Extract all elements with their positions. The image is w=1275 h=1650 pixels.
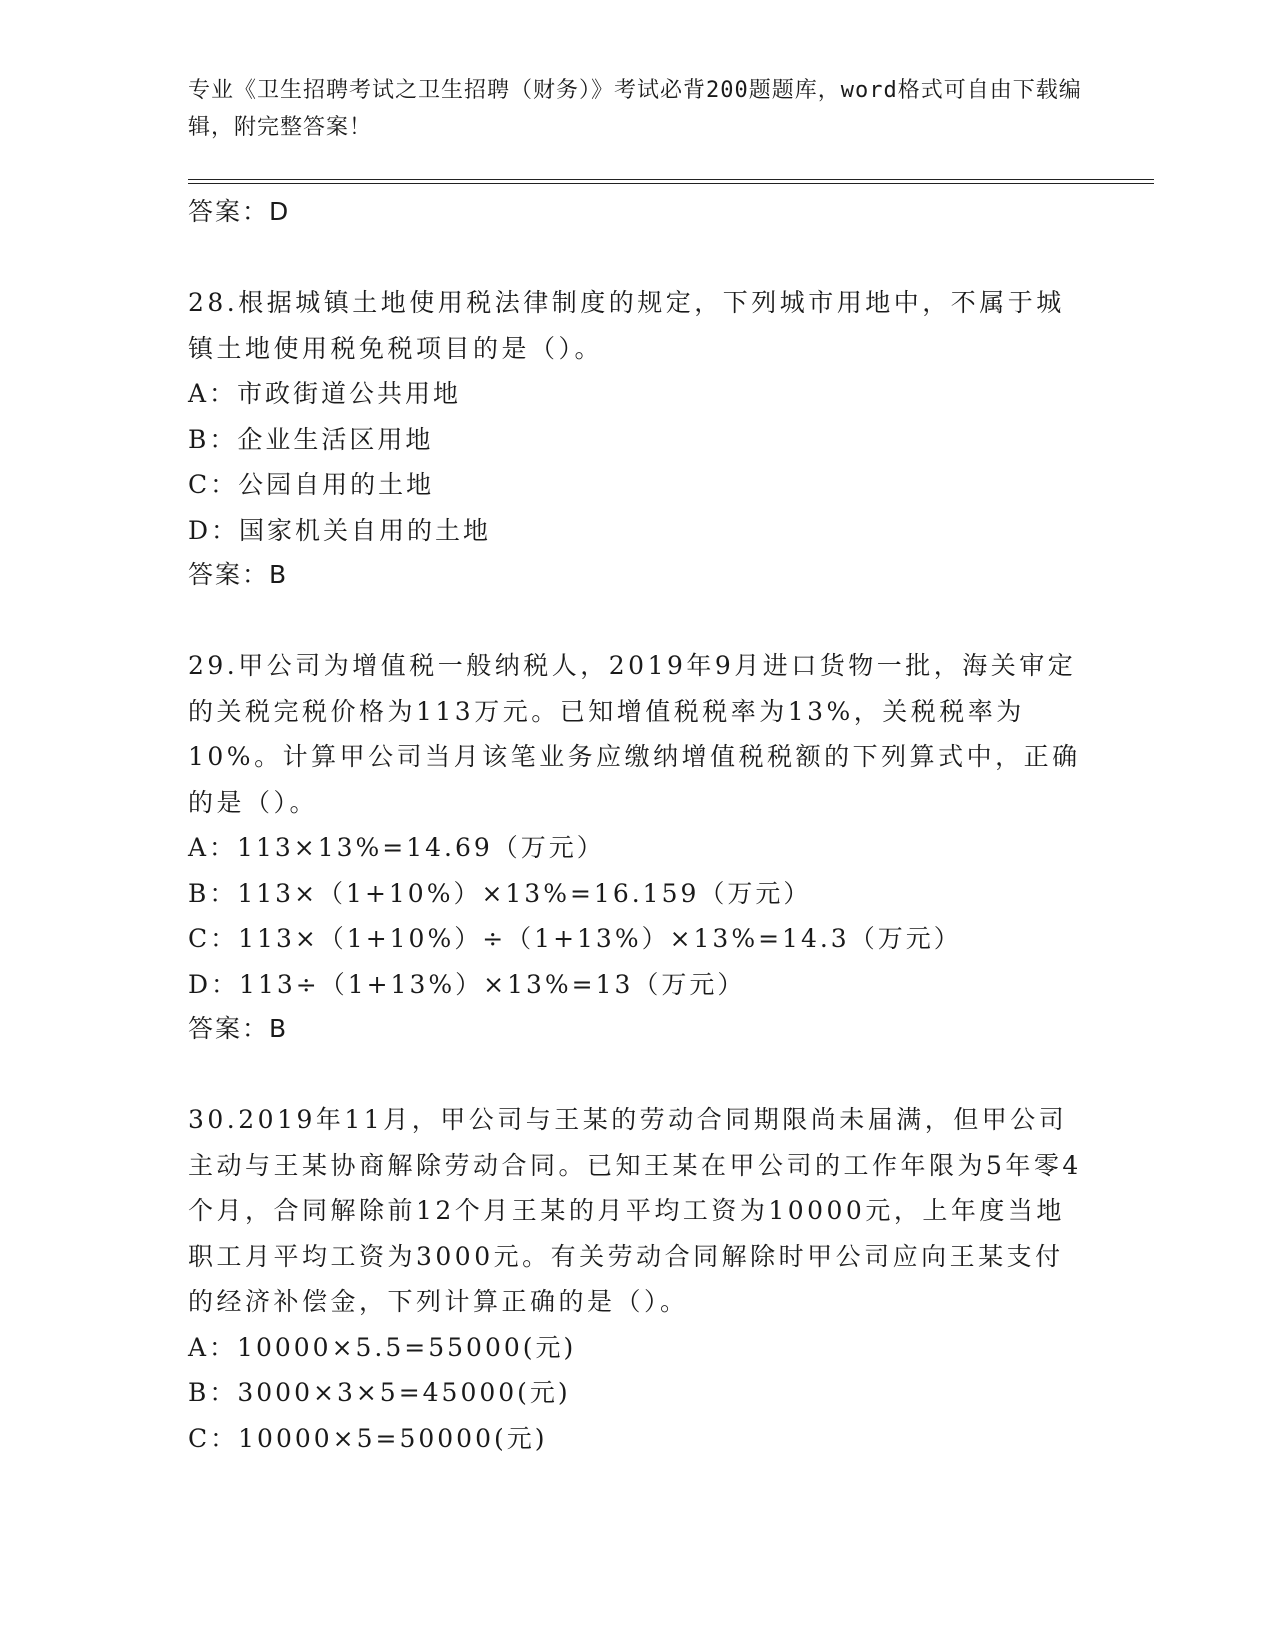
option-d: D：国家机关自用的土地	[188, 515, 492, 545]
option-c: C：113×（1+10%）÷（1+13%）×13%=14.3（万元）	[188, 924, 962, 953]
option-a: A：10000×5.5=55000(元)	[188, 1332, 577, 1362]
option-b: B：3000×3×5=45000(元)	[188, 1378, 571, 1407]
option-c: C：公园自用的土地	[188, 470, 435, 499]
question-list	[188, 190, 1088, 1461]
answer-label: 答案：B	[188, 1014, 289, 1043]
header-divider-bottom	[188, 183, 1154, 184]
document-header: 专业《卫生招聘考试之卫生招聘（财务）》考试必背200题题库，word格式可自由下载编辑，附完整答案！	[188, 78, 1082, 140]
option-b: B：企业生活区用地	[188, 424, 434, 454]
option-a: A：市政街道公共用地	[188, 379, 462, 408]
question-29	[188, 643, 1088, 1051]
option-b: B：113×（1+10%）×13%=16.159（万元）	[188, 878, 812, 908]
answer-label: 答案：D	[188, 197, 291, 226]
question-text: 29.甲公司为增值税一般纳税人，2019年9月进口货物一批，海关审定的关税完税价格为113万元。已知增值税税率为13%，关税税率为10%。计算甲公司当月该笔业务应缴纳增值税税额的下列算式中，正确的是（）。	[188, 651, 1081, 817]
question-28	[188, 280, 1088, 597]
question-text: 30.2019年11月，甲公司与王某的劳动合同期限尚未届满，但甲公司主动与王某协商解除劳动合同。已知王某在甲公司的工作年限为5年零4个月，合同解除前12个月王某的月平均工资为10000元，上年度当地职工月平均工资为3000元。有关劳动合同解除时甲公司应向王某支付的经济补偿金，下列计算正确的是（）。	[188, 1105, 1082, 1316]
question-text: 28.根据城镇土地使用税法律制度的规定，下列城市用地中，不属于城镇土地使用税免税项目的是（）。	[188, 288, 1065, 363]
answer-label: 答案：B	[188, 560, 289, 589]
option-c: C：10000×5=50000(元)	[188, 1423, 548, 1453]
option-a: A：113×13%=14.69（万元）	[188, 833, 605, 862]
header-divider-top	[188, 179, 1154, 180]
option-d: D：113÷（1+13%）×13%=13（万元）	[188, 969, 746, 999]
question-30	[188, 1097, 1088, 1461]
